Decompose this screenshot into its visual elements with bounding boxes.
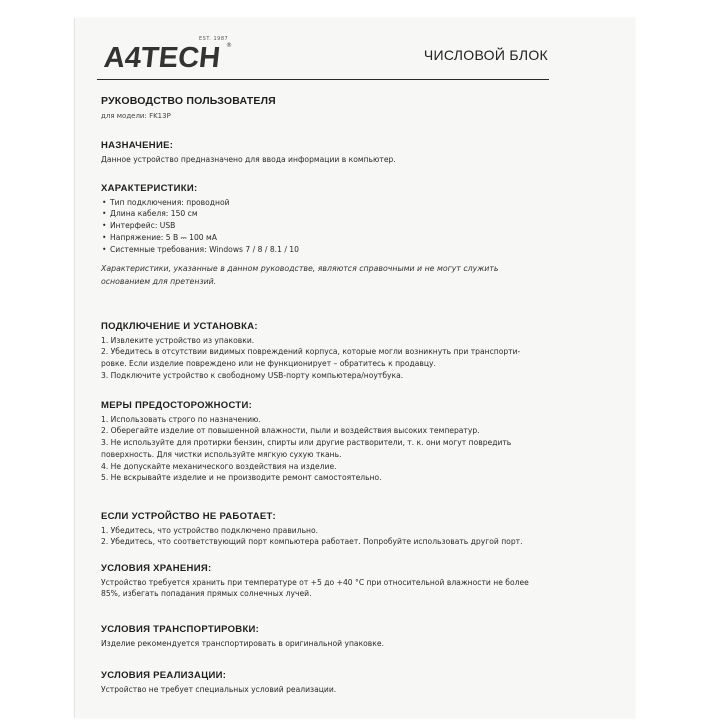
list-item: 1. Убедитесь, что устройство подключено правильно. [101, 525, 319, 535]
list-item: • Длина кабеля: 150 см [101, 208, 551, 220]
list-item: поверхность. Для чистки используйте мягкую сухую ткань. [101, 449, 342, 459]
spec-list [101, 197, 551, 256]
header-divider [97, 79, 549, 80]
section-heading: НАЗНАЧЕНИЕ: [101, 140, 174, 151]
section-heading: ЕСЛИ УСТРОЙСТВО НЕ РАБОТАЕТ: [101, 511, 276, 522]
install-steps [101, 335, 551, 382]
list-item: • Напряжение: 5 В ⎓ 100 мА [101, 232, 551, 244]
section-specs [101, 183, 551, 288]
list-item: 5. Не вскрывайте изделие и не производите ремонт самостоятельно. [101, 473, 382, 483]
section-text: 85%, избегать попадания прямых солнечных лучей. [101, 589, 312, 599]
note-line: Характеристики, указанные в данном руководстве, являются справочными и не могут служить [101, 264, 499, 274]
registered-mark-icon: ® [226, 42, 232, 49]
section-sale [101, 670, 551, 695]
specs-disclaimer [101, 263, 551, 288]
list-item: 3. Не используйте для протирки бензин, спирты или другие растворители, т. к. они могут повредить [101, 438, 512, 448]
section-heading: ПОДКЛЮЧЕНИЕ И УСТАНОВКА: [101, 321, 258, 332]
list-item: • Системные требования: Windows 7 / 8 / 8.1 / 10 [101, 244, 551, 256]
title-block [101, 96, 551, 122]
note-line: основанием для претензий. [101, 276, 217, 286]
list-item: • Интерфейс: USB [101, 220, 551, 232]
section-text: Устройство требуется хранить при температуре от +5 до +40 °С при относительной влажности не более [101, 577, 529, 587]
troubleshoot-list [101, 525, 551, 548]
section-purpose [101, 140, 551, 165]
list-item: ровке. Если изделие повреждено или не функционирует – обратитесь к продавцу. [101, 359, 436, 369]
section-text: Данное устройство предназначено для ввода информации в компьютер. [101, 154, 396, 164]
section-transport [101, 624, 551, 649]
brand-logo: A4TECH [102, 42, 222, 74]
section-heading: УСЛОВИЯ ТРАНСПОРТИРОВКИ: [101, 624, 260, 635]
section-troubleshoot [101, 511, 551, 548]
section-heading: УСЛОВИЯ ХРАНЕНИЯ: [101, 563, 212, 574]
manual-title: РУКОВОДСТВО ПОЛЬЗОВАТЕЛЯ [101, 95, 276, 107]
section-heading: УСЛОВИЯ РЕАЛИЗАЦИИ: [101, 670, 227, 681]
section-precautions [101, 400, 551, 484]
list-item: • Тип подключения: проводной [101, 197, 551, 209]
model-line: для модели: FK13P [101, 111, 171, 120]
list-item: 2. Оберегайте изделие от повышенной влажности, пыли и воздействия высоких температур. [101, 426, 480, 436]
product-category: ЧИСЛОВОЙ БЛОК [423, 47, 548, 63]
list-item: 2. Убедитесь, что соответствующий порт компьютера работает. Попробуйте использовать другой порт. [101, 537, 523, 547]
list-item: 1. Извлеките устройство из упаковки. [101, 335, 255, 345]
list-item: 2. Убедитесь в отсутствии видимых повреждений корпуса, которые могли возникнуть при транспорти- [101, 347, 521, 357]
section-heading: ХАРАКТЕРИСТИКИ: [101, 183, 198, 194]
brand-est: EST. 1987 [199, 36, 229, 42]
section-text: Устройство не требует специальных условий реализации. [101, 684, 337, 694]
list-item: 3. Подключите устройство к свободному USB-порту компьютера/ноутбука. [101, 370, 404, 380]
section-install [101, 321, 551, 382]
list-item: 1. Использовать строго по назначению. [101, 414, 261, 424]
section-storage [101, 563, 551, 600]
list-item: 4. Не допускайте механического воздействия на изделие. [101, 461, 337, 471]
section-text: Изделие рекомендуется транспортировать в оригинальной упаковке. [101, 638, 384, 648]
section-heading: МЕРЫ ПРЕДОСТОРОЖНОСТИ: [101, 400, 253, 411]
precaution-list [101, 414, 551, 484]
